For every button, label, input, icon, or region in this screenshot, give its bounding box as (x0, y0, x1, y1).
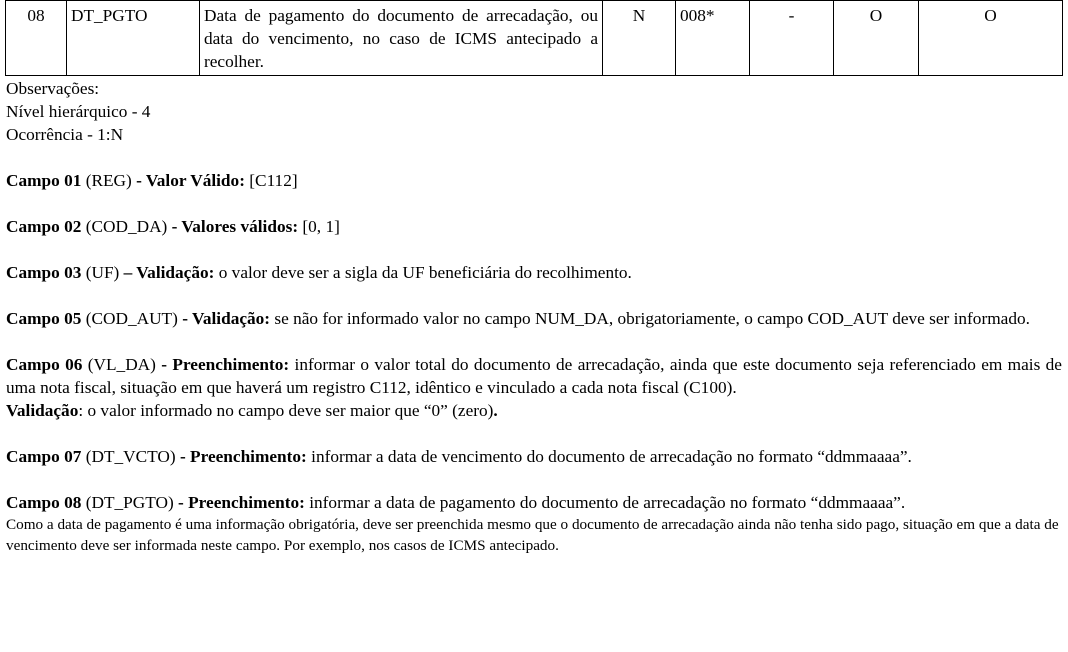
field-code: (DT_VCTO) (85, 447, 176, 466)
field-spec-table (5, 0, 1063, 76)
field-05-rule (6, 307, 1062, 330)
rule-text: informar a data de pagamento do documento de arrecadação no formato “ddmmaaaa”. (309, 493, 906, 512)
field-label: Campo 01 (6, 171, 82, 190)
field-entry-cell: O (834, 1, 919, 76)
validation-text: : o valor informado no campo deve ser maior que “0” (zero) (78, 401, 494, 420)
rule-text: informar a data de vencimento do documento de arrecadação no formato “ddmmaaaa”. (311, 447, 912, 466)
field-code: (COD_DA) (85, 217, 168, 236)
field-08-rule (6, 491, 1062, 514)
rule-text: o valor deve ser a sigla da UF beneficiária do recolhimento. (218, 263, 632, 282)
field-code: (UF) (85, 263, 120, 282)
rule-kind: - Valores válidos: (171, 217, 299, 236)
field-code: (COD_AUT) (85, 309, 178, 328)
observations-title: Observações: (6, 79, 100, 98)
field-08-note: Como a data de pagamento é uma informação obrigatória, deve ser preenchida mesmo que o documento de arrecadação ainda não tenha sido pago, situação em que a data de vencimento deve ser informada neste campo. Por exemplo, nos casos de ICMS antecipado. (6, 516, 1059, 554)
field-06-validation (6, 399, 1062, 422)
field-number-cell: 08 (6, 1, 67, 76)
field-code: (REG) (85, 171, 132, 190)
validation-label: Validação (6, 401, 79, 420)
field-code: (VL_DA) (87, 355, 156, 374)
rule-kind: - Valor Válido: (136, 171, 245, 190)
field-name-cell: DT_PGTO (67, 1, 200, 76)
rule-kind: - Preenchimento: (179, 447, 307, 466)
rule-kind: - Preenchimento: (178, 493, 305, 512)
field-01-rule (6, 169, 1062, 192)
field-decimals-cell: - (750, 1, 834, 76)
field-03-rule (6, 261, 1062, 284)
table-row (6, 1, 1063, 76)
rule-text: [0, 1] (302, 217, 340, 236)
field-label: Campo 03 (6, 263, 82, 282)
rule-text: informar o valor total do documento de arrecadação, ainda que este documento seja referenciado em mais de uma nota fiscal, situação em que haverá um registro C112, idêntico e vinculado a cada nota fiscal (C100). (6, 355, 1062, 397)
rule-kind: - Validação: (182, 309, 271, 328)
validation-end: . (493, 401, 498, 420)
rule-kind: – Validação: (123, 263, 215, 282)
field-label: Campo 02 (6, 217, 82, 236)
field-exit-cell: O (919, 1, 1063, 76)
field-label: Campo 06 (6, 355, 83, 374)
hierarchy-level: Nível hierárquico - 4 (6, 102, 151, 121)
observations-block (6, 77, 1062, 146)
rule-text: [C112] (249, 171, 298, 190)
field-02-rule (6, 215, 1062, 238)
occurrence: Ocorrência - 1:N (6, 125, 124, 144)
field-07-rule (6, 445, 1062, 468)
field-06-rule (6, 353, 1062, 399)
field-label: Campo 08 (6, 493, 82, 512)
document-page (6, 0, 1062, 556)
rule-text: se não for informado valor no campo NUM_DA, obrigatoriamente, o campo COD_AUT deve ser informado. (274, 309, 1030, 328)
field-code: (DT_PGTO) (85, 493, 174, 512)
field-size-cell: 008* (676, 1, 750, 76)
field-type-cell: N (603, 1, 676, 76)
field-label: Campo 05 (6, 309, 82, 328)
rule-kind: - Preenchimento: (161, 355, 290, 374)
field-description-cell: Data de pagamento do documento de arrecadação, ou data do vencimento, no caso de ICMS antecipado a recolher. (200, 1, 603, 76)
field-label: Campo 07 (6, 447, 82, 466)
